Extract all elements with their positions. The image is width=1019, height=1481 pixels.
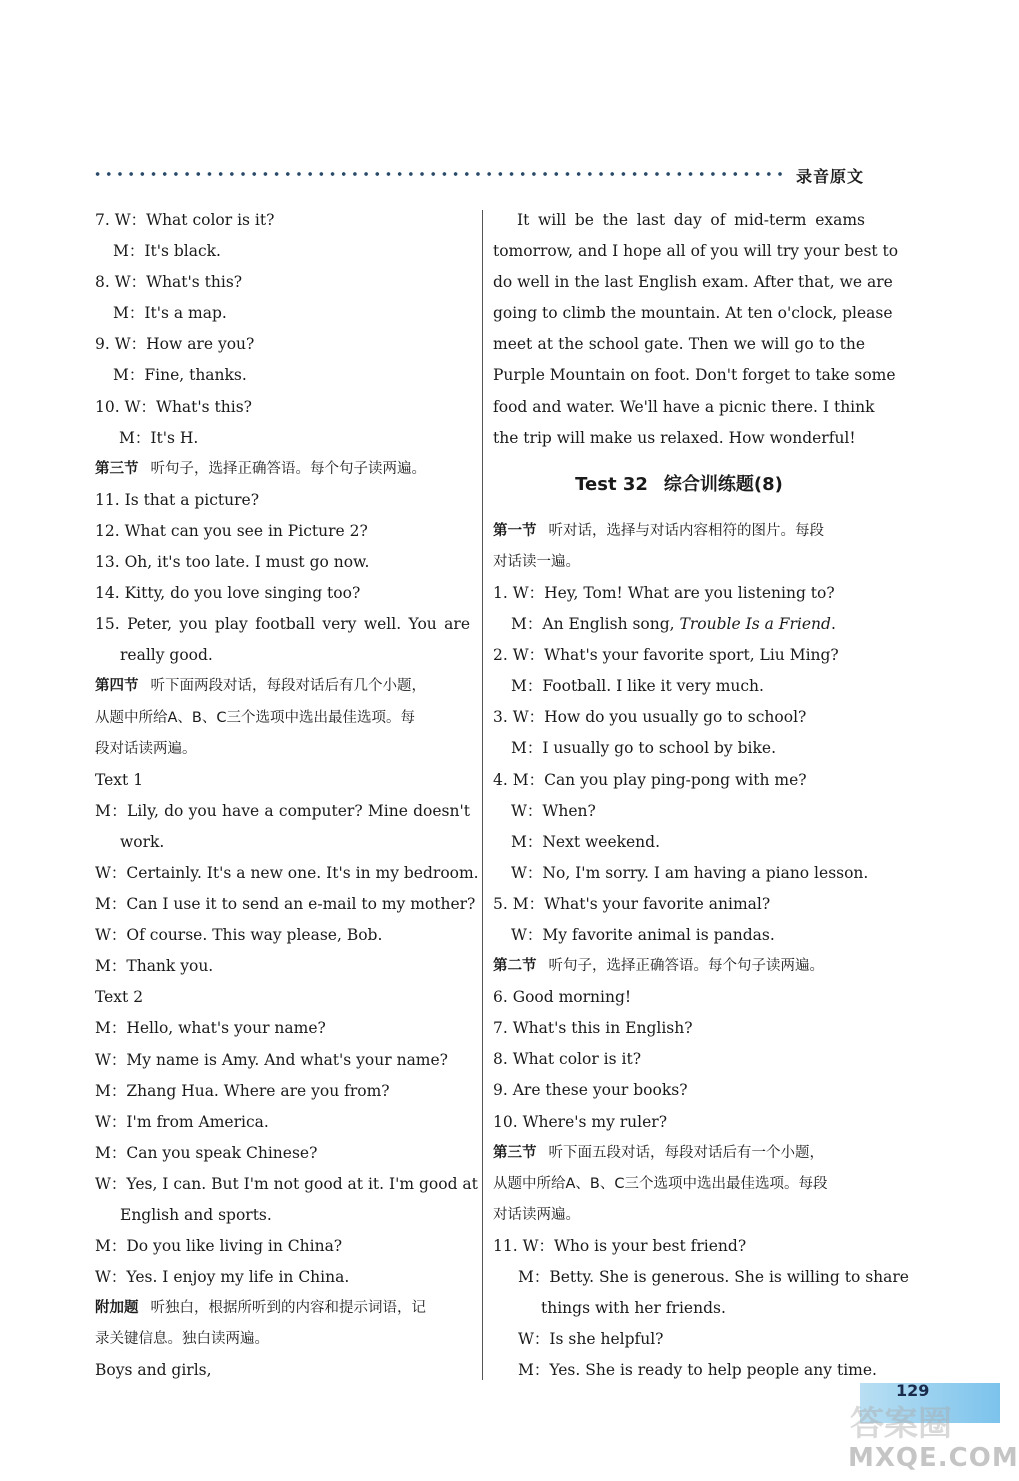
monologue-line: going to climb the mountain. At ten o'clock, please bbox=[493, 304, 893, 323]
left-line: Boys and girls, bbox=[95, 1361, 212, 1380]
left-line: W：Certainly. It's a new one. It's in my bedroom. bbox=[95, 863, 479, 882]
left-line bbox=[95, 1293, 470, 1324]
monologue-text bbox=[493, 205, 899, 454]
left-line: 从题中所给A、B、C三个选项中选出最佳选项。每 bbox=[95, 709, 415, 726]
right-line: 2. W：What's your favorite sport, Liu Ming? bbox=[493, 646, 839, 665]
monologue-line: It will be the last day of mid-term exams bbox=[517, 211, 865, 229]
test-title bbox=[493, 454, 865, 516]
left-line: M：Thank you. bbox=[95, 957, 214, 976]
section-instruction: 听下面两段对话，每段对话后有几个小题， bbox=[150, 678, 426, 695]
left-line: Text 2 bbox=[95, 988, 144, 1007]
left-line: M：Do you like living in China? bbox=[95, 1237, 343, 1256]
song-title: Trouble Is a Friend bbox=[679, 615, 831, 634]
left-line: 录关键信息。独白读两遍。 bbox=[95, 1331, 269, 1348]
right-line: 6. Good morning! bbox=[493, 988, 632, 1007]
section-heading: 第四节 bbox=[95, 678, 139, 695]
left-line: W：My name is Amy. And what's your name? bbox=[95, 1050, 448, 1069]
left-line: M：Lily, do you have a computer? Mine doesn't bbox=[95, 801, 470, 820]
left-line: M：Fine, thanks. bbox=[113, 366, 247, 385]
column-divider bbox=[482, 210, 483, 1380]
right-line: M：Next weekend. bbox=[511, 832, 661, 851]
section-heading: 第三节 bbox=[95, 460, 139, 477]
right-column bbox=[493, 205, 909, 1386]
left-line: W：Of course. This way please, Bob. bbox=[95, 926, 383, 945]
left-line: W：Yes. I enjoy my life in China. bbox=[95, 1268, 350, 1287]
left-line: 10. W：What's this? bbox=[95, 397, 252, 416]
watermark-text: MXQE.COM bbox=[848, 1443, 1019, 1473]
left-column bbox=[95, 205, 479, 1387]
right-line: M：Yes. She is ready to help people any time. bbox=[518, 1361, 877, 1380]
left-line: M：Hello, what's your name? bbox=[95, 1019, 326, 1038]
left-line: work. bbox=[120, 832, 165, 851]
right-line: W：No, I'm sorry. I am having a piano lesson. bbox=[511, 863, 869, 882]
left-line: 13. Oh, it's too late. I must go now. bbox=[95, 553, 370, 572]
right-line: things with her friends. bbox=[541, 1299, 726, 1318]
test-title-name: 综合训练题(8) bbox=[663, 473, 783, 495]
right-line bbox=[493, 1138, 865, 1169]
left-line: 7. W：What color is it? bbox=[95, 211, 275, 229]
monologue-line: food and water. We'll have a picnic there. I think bbox=[493, 397, 875, 416]
left-line: M：Can I use it to send an e-mail to my mother? bbox=[95, 895, 476, 914]
section-heading: 第一节 bbox=[493, 522, 537, 539]
section-heading: 第二节 bbox=[493, 958, 537, 975]
right-line: 4. M：Can you play ping-pong with me? bbox=[493, 770, 807, 789]
right-line: W：My favorite animal is pandas. bbox=[511, 925, 775, 944]
left-line: 15. Peter, you play football very well. You are bbox=[95, 615, 470, 634]
right-line: 5. M：What's your favorite animal? bbox=[493, 894, 771, 913]
monologue-line: tomorrow, and I hope all of you will try your best to bbox=[493, 242, 899, 261]
left-line bbox=[95, 671, 470, 702]
left-line: 11. Is that a picture? bbox=[95, 490, 260, 509]
right-line: 7. What's this in English? bbox=[493, 1019, 693, 1038]
test-32-content bbox=[493, 516, 909, 1387]
section-header-label: 录音原文 bbox=[796, 167, 865, 186]
left-line: M：It's black. bbox=[113, 242, 221, 261]
right-line: 9. Are these your books? bbox=[493, 1081, 688, 1100]
left-line: 14. Kitty, do you love singing too? bbox=[95, 584, 361, 603]
right-line: 10. Where's my ruler? bbox=[493, 1112, 668, 1131]
right-line bbox=[493, 951, 865, 982]
test-title-number: Test 32 bbox=[575, 473, 648, 495]
section-instruction: 听对话，选择与对话内容相符的图片。每段 bbox=[548, 522, 824, 539]
section-instruction: 听下面五段对话，每段对话后有一个小题， bbox=[548, 1144, 824, 1161]
left-line: 9. W：How are you? bbox=[95, 335, 255, 354]
left-line: M：It's a map. bbox=[113, 304, 227, 323]
right-line: 对话读两遍。 bbox=[493, 1206, 580, 1223]
right-line: W：Is she helpful? bbox=[518, 1330, 664, 1349]
left-line: Text 1 bbox=[95, 770, 144, 789]
right-line: 从题中所给A、B、C三个选项中选出最佳选项。每段 bbox=[493, 1175, 828, 1192]
right-line: M：Football. I like it very much. bbox=[511, 677, 764, 696]
right-line: W：When? bbox=[511, 801, 596, 820]
right-line: 8. What color is it? bbox=[493, 1050, 641, 1069]
left-line: M：It's H. bbox=[119, 428, 199, 447]
section-instruction: 听句子，选择正确答语。每个句子读两遍。 bbox=[150, 460, 426, 477]
section-instruction: 听独白，根据所听到的内容和提示词语，记 bbox=[150, 1300, 426, 1317]
right-line: 1. W：Hey, Tom! What are you listening to? bbox=[493, 583, 835, 602]
left-line: W：I'm from America. bbox=[95, 1112, 269, 1131]
left-line: 8. W：What's this? bbox=[95, 273, 243, 292]
right-line: 对话读一遍。 bbox=[493, 553, 580, 570]
left-line: English and sports. bbox=[120, 1206, 272, 1224]
section-heading: 第三节 bbox=[493, 1144, 537, 1161]
left-line: M：Zhang Hua. Where are you from? bbox=[95, 1081, 390, 1100]
left-line: 段对话读两遍。 bbox=[95, 740, 197, 757]
right-line: M：Betty. She is generous. She is willing to share bbox=[518, 1268, 909, 1286]
right-line: M：An English song, Trouble Is a Friend. bbox=[511, 615, 836, 634]
right-line: M：I usually go to school by bike. bbox=[511, 739, 776, 758]
right-line bbox=[493, 516, 865, 547]
svg-text:答案圈: 答案圈 bbox=[850, 1404, 952, 1444]
monologue-line: Purple Mountain on foot. Don't forget to take some bbox=[493, 366, 896, 385]
right-line: 11. W：Who is your best friend? bbox=[493, 1236, 747, 1255]
header-dotted-rule bbox=[92, 170, 782, 178]
section-instruction: 听句子，选择正确答语。每个句子读两遍。 bbox=[548, 958, 824, 975]
left-line: really good. bbox=[120, 646, 213, 665]
monologue-line: the trip will make us relaxed. How wonderful! bbox=[493, 428, 856, 447]
monologue-line: meet at the school gate. Then we will go to the bbox=[493, 335, 865, 354]
monologue-line: do well in the last English exam. After that, we are bbox=[493, 273, 893, 292]
left-line: W：Yes, I can. But I'm not good at it. I'm good at bbox=[95, 1174, 478, 1193]
section-heading: 附加题 bbox=[95, 1300, 139, 1317]
left-line: M：Can you speak Chinese? bbox=[95, 1143, 318, 1162]
page-number: 129 bbox=[896, 1381, 930, 1400]
left-line bbox=[95, 454, 470, 485]
right-line: 3. W：How do you usually go to school? bbox=[493, 708, 807, 727]
left-line: 12. What can you see in Picture 2? bbox=[95, 521, 368, 540]
